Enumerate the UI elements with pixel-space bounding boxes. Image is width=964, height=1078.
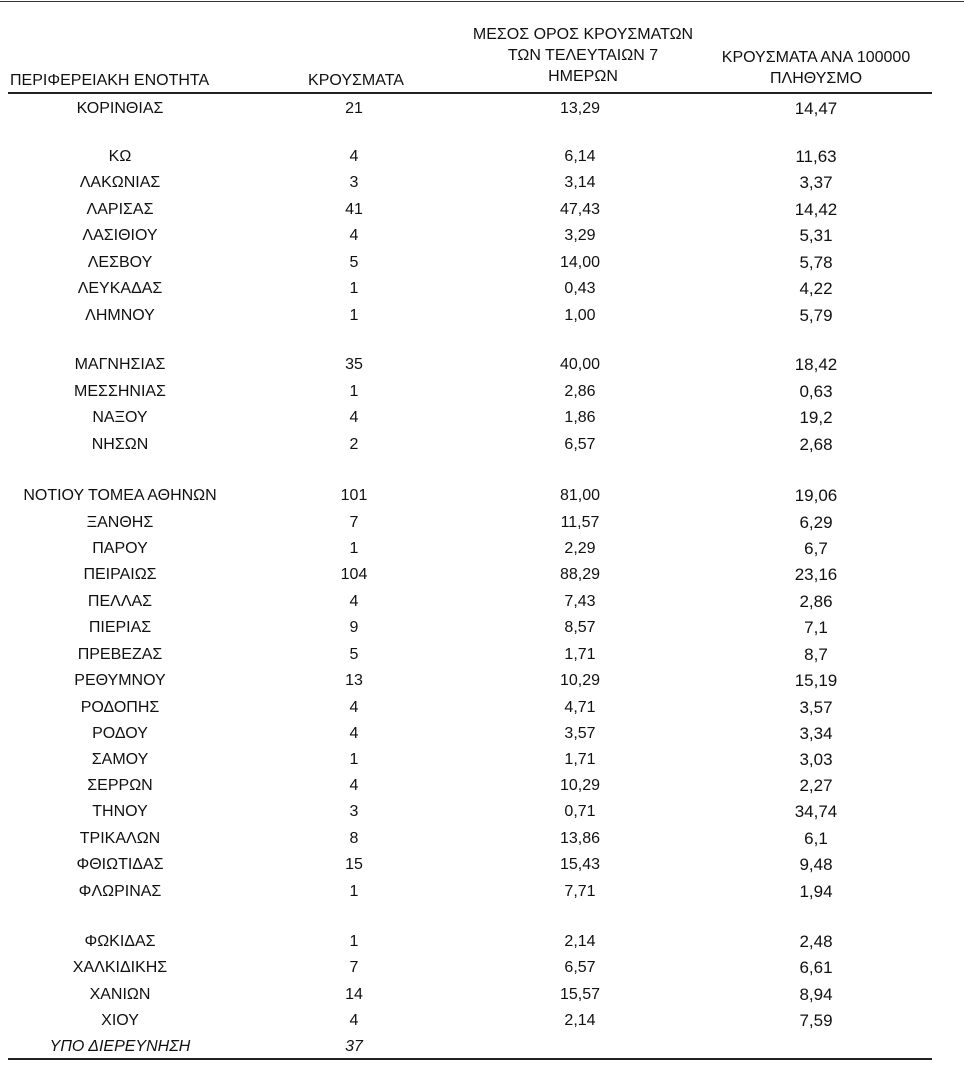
table-row: [0, 826, 964, 852]
table-row: [0, 955, 964, 981]
header-rule: [8, 92, 932, 94]
per100k-cell: 6,1: [804, 829, 828, 848]
table-row: [0, 615, 964, 641]
table-row: [0, 432, 964, 458]
cases-cell: 37: [345, 1038, 363, 1055]
table-row: [0, 879, 964, 905]
region-cell: ΝΗΣΩΝ: [91, 436, 149, 453]
cases-cell: 1: [349, 883, 359, 900]
cases-cell: 15: [345, 856, 363, 873]
region-cell: ΤΗΝΟΥ: [92, 803, 148, 820]
avg7-cell: 47,43: [559, 201, 601, 218]
region-cell: ΤΡΙΚΑΛΩΝ: [79, 830, 161, 847]
table-row: [0, 250, 964, 276]
avg7-cell: 81,00: [559, 487, 601, 504]
region-cell: ΛΑΡΙΣΑΣ: [86, 201, 154, 218]
region-cell: ΠΕΛΛΑΣ: [87, 593, 153, 610]
table-row: [0, 170, 964, 196]
avg7-cell: 7,43: [564, 593, 596, 610]
table-row: [0, 982, 964, 1008]
table-row: [0, 799, 964, 825]
region-cell: ΦΘΙΩΤΙΔΑΣ: [76, 856, 164, 873]
region-cell: ΜΕΣΣΗΝΙΑΣ: [74, 383, 166, 400]
region-cell: ΛΗΜΝΟΥ: [85, 307, 155, 324]
table-row: [0, 773, 964, 799]
avg7-cell: 14,00: [559, 254, 601, 271]
table-row: [0, 695, 964, 721]
per100k-cell: 2,27: [799, 776, 833, 795]
avg7-cell: 10,29: [559, 777, 601, 794]
table-row: [0, 510, 964, 536]
cases-cell: 1: [349, 307, 359, 324]
cases-cell: 4: [349, 725, 359, 742]
cases-cell: 8: [349, 830, 359, 847]
cases-cell: 1: [349, 933, 359, 950]
per100k-cell: 14,42: [794, 200, 838, 219]
table-row: [0, 144, 964, 170]
per100k-cell: 6,61: [799, 958, 833, 977]
table-row: [0, 562, 964, 588]
region-cell: ΧΑΝΙΩΝ: [89, 986, 151, 1003]
cases-cell: 5: [349, 254, 359, 271]
per100k-cell: 0,63: [799, 382, 833, 401]
cases-cell: 104: [340, 566, 368, 583]
avg7-cell: 2,14: [564, 1012, 596, 1029]
per100k-cell: 19,06: [794, 486, 838, 505]
cases-cell: 4: [349, 593, 359, 610]
table-row: [0, 276, 964, 302]
cases-cell: 4: [349, 699, 359, 716]
header-region: ΠΕΡΙΦΕΡΕΙΑΚΗ ΕΝΟΤΗΤΑ: [10, 72, 210, 89]
avg7-cell: 13,29: [559, 100, 601, 117]
cases-cell: 3: [349, 803, 359, 820]
per100k-cell: 2,86: [799, 592, 833, 611]
per100k-cell: 8,7: [804, 645, 828, 664]
per100k-cell: 9,48: [799, 855, 833, 874]
avg7-cell: 0,43: [564, 280, 596, 297]
cases-cell: 41: [345, 201, 363, 218]
table-row: [0, 1034, 964, 1060]
cases-cell: 4: [349, 1012, 359, 1029]
cases-cell: 4: [349, 227, 359, 244]
avg7-cell: 3,29: [564, 227, 596, 244]
per100k-cell: 3,34: [799, 724, 833, 743]
avg7-cell: 1,71: [564, 646, 596, 663]
table-row: [0, 1008, 964, 1034]
per100k-cell: 6,29: [799, 513, 833, 532]
avg7-cell: 2,14: [564, 933, 596, 950]
cases-cell: 1: [349, 280, 359, 297]
table-header: [0, 0, 964, 94]
per100k-cell: 6,7: [804, 539, 828, 558]
table-row: [0, 352, 964, 378]
cases-cell: 101: [340, 487, 368, 504]
per100k-cell: 23,16: [794, 565, 838, 584]
per100k-cell: 7,1: [804, 618, 828, 637]
table-row: [0, 96, 964, 122]
cases-cell: 14: [345, 986, 363, 1003]
region-cell: ΠΡΕΒΕΖΑΣ: [77, 646, 163, 663]
table-row: [0, 303, 964, 329]
region-cell: ΝΟΤΙΟΥ ΤΟΜΕΑ ΑΘΗΝΩΝ: [23, 487, 217, 504]
per100k-cell: 5,78: [799, 253, 833, 272]
region-cell: ΜΑΓΝΗΣΙΑΣ: [74, 356, 166, 373]
cases-cell: 3: [349, 174, 359, 191]
cases-cell: 35: [345, 356, 363, 373]
table-row: [0, 536, 964, 562]
region-cell: ΦΛΩΡΙΝΑΣ: [78, 883, 162, 900]
region-cell: ΛΑΣΙΘΙΟΥ: [82, 227, 158, 244]
table-row: [0, 223, 964, 249]
avg7-cell: 7,71: [564, 883, 596, 900]
table-row: [0, 405, 964, 431]
cases-cell: 7: [349, 514, 359, 531]
region-cell: ΠΑΡΟΥ: [92, 540, 148, 557]
avg7-cell: 1,86: [564, 409, 596, 426]
avg7-cell: 15,57: [559, 986, 601, 1003]
region-cell: ΛΕΣΒΟΥ: [87, 254, 153, 271]
avg7-cell: 11,57: [560, 514, 600, 531]
per100k-cell: 5,31: [799, 226, 833, 245]
table-row: [0, 668, 964, 694]
region-cell: ΛΕΥΚΑΔΑΣ: [77, 280, 163, 297]
avg7-cell: 4,71: [564, 699, 596, 716]
table-row: [0, 197, 964, 223]
per100k-cell: 15,19: [794, 671, 838, 690]
per100k-cell: 7,59: [799, 1011, 833, 1030]
per100k-cell: 2,68: [799, 435, 833, 454]
cases-cell: 1: [349, 751, 359, 768]
region-cell: ΣΕΡΡΩΝ: [87, 777, 153, 794]
table-row: [0, 929, 964, 955]
header-per100k: ΚΡΟΥΣΜΑΤΑ ΑΝΑ 100000 ΠΛΗΘΥΣΜΟ: [721, 49, 911, 87]
avg7-cell: 15,43: [559, 856, 601, 873]
region-cell: ΠΙΕΡΙΑΣ: [88, 619, 152, 636]
per100k-cell: 19,2: [799, 408, 833, 427]
table-row: [0, 642, 964, 668]
region-cell: ΡΟΔΟΠΗΣ: [80, 699, 160, 716]
cases-cell: 2: [349, 436, 359, 453]
avg7-cell: 2,29: [564, 540, 596, 557]
cases-cell: 4: [349, 409, 359, 426]
region-cell: ΥΠΟ ΔΙΕΡΕΥΝΗΣΗ: [49, 1038, 191, 1055]
avg7-cell: 1,00: [564, 307, 596, 324]
per100k-cell: 2,48: [799, 932, 833, 951]
avg7-cell: 1,71: [564, 751, 596, 768]
table-row: [0, 483, 964, 509]
per100k-cell: 34,74: [794, 802, 838, 821]
region-cell: ΚΟΡΙΝΘΙΑΣ: [76, 100, 164, 117]
region-cell: ΠΕΙΡΑΙΩΣ: [83, 566, 157, 583]
per100k-cell: 14,47: [794, 99, 838, 118]
cases-cell: 1: [349, 383, 359, 400]
region-cell: ΡΕΘΥΜΝΟΥ: [74, 672, 166, 689]
table-row: [0, 852, 964, 878]
avg7-cell: [520, 1034, 640, 1060]
per100k-cell: 5,79: [799, 306, 833, 325]
header-avg7: ΜΕΣΟΣ ΟΡΟΣ ΚΡΟΥΣΜΑΤΩΝ ΤΩΝ ΤΕΛΕΥΤΑΙΩΝ 7 ΗΜΕΡΩΝ: [472, 26, 694, 85]
header-cases: ΚΡΟΥΣΜΑΤΑ: [308, 72, 404, 89]
avg7-cell: 10,29: [559, 672, 601, 689]
cases-cell: 4: [349, 148, 359, 165]
region-cell: ΚΩ: [108, 148, 132, 165]
table-row: [0, 721, 964, 747]
avg7-cell: 3,57: [564, 725, 596, 742]
region-cell: ΡΟΔΟΥ: [92, 725, 148, 742]
region-cell: ΝΑΞΟΥ: [92, 409, 148, 426]
region-cell: ΧΙΟΥ: [101, 1012, 139, 1029]
table-row: [0, 379, 964, 405]
cases-cell: 9: [349, 619, 359, 636]
avg7-cell: 13,86: [559, 830, 601, 847]
avg7-cell: 3,14: [564, 174, 596, 191]
per100k-cell: 3,57: [799, 698, 833, 717]
avg7-cell: 0,71: [564, 803, 596, 820]
cases-cell: 21: [345, 100, 363, 117]
region-cell: ΞΑΝΘΗΣ: [86, 514, 154, 531]
per100k-cell: 1,94: [799, 882, 833, 901]
avg7-cell: 2,86: [564, 383, 596, 400]
region-cell: ΣΑΜΟΥ: [91, 751, 149, 768]
table-row: [0, 589, 964, 615]
avg7-cell: 8,57: [564, 619, 596, 636]
avg7-cell: 6,57: [564, 436, 596, 453]
cases-cell: 4: [349, 777, 359, 794]
per100k-cell: 4,22: [799, 279, 833, 298]
avg7-cell: 6,14: [564, 148, 596, 165]
per100k-cell: 3,03: [799, 750, 833, 769]
table-row: [0, 747, 964, 773]
avg7-cell: 40,00: [559, 356, 601, 373]
avg7-cell: 88,29: [559, 566, 601, 583]
per100k-cell: 8,94: [799, 985, 833, 1004]
region-cell: ΛΑΚΩΝΙΑΣ: [79, 174, 161, 191]
cases-cell: 1: [349, 540, 359, 557]
avg7-cell: 6,57: [564, 959, 596, 976]
cases-cell: 5: [349, 646, 359, 663]
cases-cell: 7: [349, 959, 359, 976]
per100k-cell: 18,42: [794, 355, 838, 374]
per100k-cell: [756, 1034, 876, 1060]
per100k-cell: 11,63: [795, 147, 837, 166]
region-cell: ΧΑΛΚΙΔΙΚΗΣ: [72, 959, 168, 976]
bottom-rule: [8, 1058, 932, 1060]
region-cell: ΦΩΚΙΔΑΣ: [84, 933, 156, 950]
cases-cell: 13: [345, 672, 363, 689]
per100k-cell: 3,37: [799, 173, 833, 192]
